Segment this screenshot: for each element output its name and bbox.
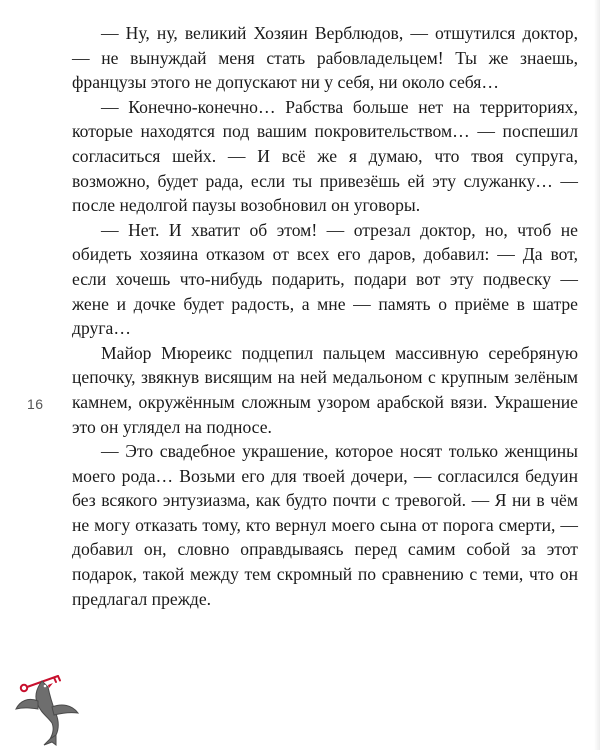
paragraph-3: — Нет. И хватит об этом! — отрезал доктор, но, чтоб не обидеть хозяина отказом от всех его даров, добавил: — Да вот, если хочешь что-нибудь подарить, подари вот эту подвеску — жене и дочке будет радость, а мне — память о приёме в шатре друга… bbox=[72, 219, 578, 339]
paragraph-5: — Это свадебное украшение, которое носят только женщины моего рода… Возьми его для твоей дочери, — согласился бедуин без всякого энтузиазма, как будто почти с тревогой. — Я ни в чём не могу отказать тому, кто вернул моего сына от порога смерти, — добавил он, словно оправдываясь перед самим собой за этот подарок, такой между тем скромный по сравнению с теми, что он предлагал прежде. bbox=[72, 441, 578, 609]
body-text bbox=[72, 21, 578, 611]
paragraph-2: — Конечно-конечно… Рабства больше нет на территориях, которые находятся под вашим покровительством… — поспешил согласиться шейх. — И всё же я думаю, что твоя супруга, возможно, будет рада, если ты привезёшь ей эту служанку… — после недолгой паузы возобновил он уговоры. bbox=[72, 96, 578, 216]
bird-with-key-icon bbox=[14, 671, 84, 746]
page-edge-shadow bbox=[594, 0, 600, 750]
page-number: 16 bbox=[27, 396, 44, 412]
paragraph-4: Майор Мюреикс подцепил пальцем массивную серебряную цепочку, звякнув висящим на ней медальоном с крупным зелёным камнем, окружённым сложным узором арабской вязи. Украшение это он углядел на подносе. bbox=[72, 342, 578, 437]
paragraph-1: — Ну, ну, великий Хозяин Верблюдов, — отшутился доктор, — не вынуждай меня стать рабовладельцем! Ты же знаешь, французы этого не допускают ни у себя, ни около себя… bbox=[72, 23, 578, 93]
